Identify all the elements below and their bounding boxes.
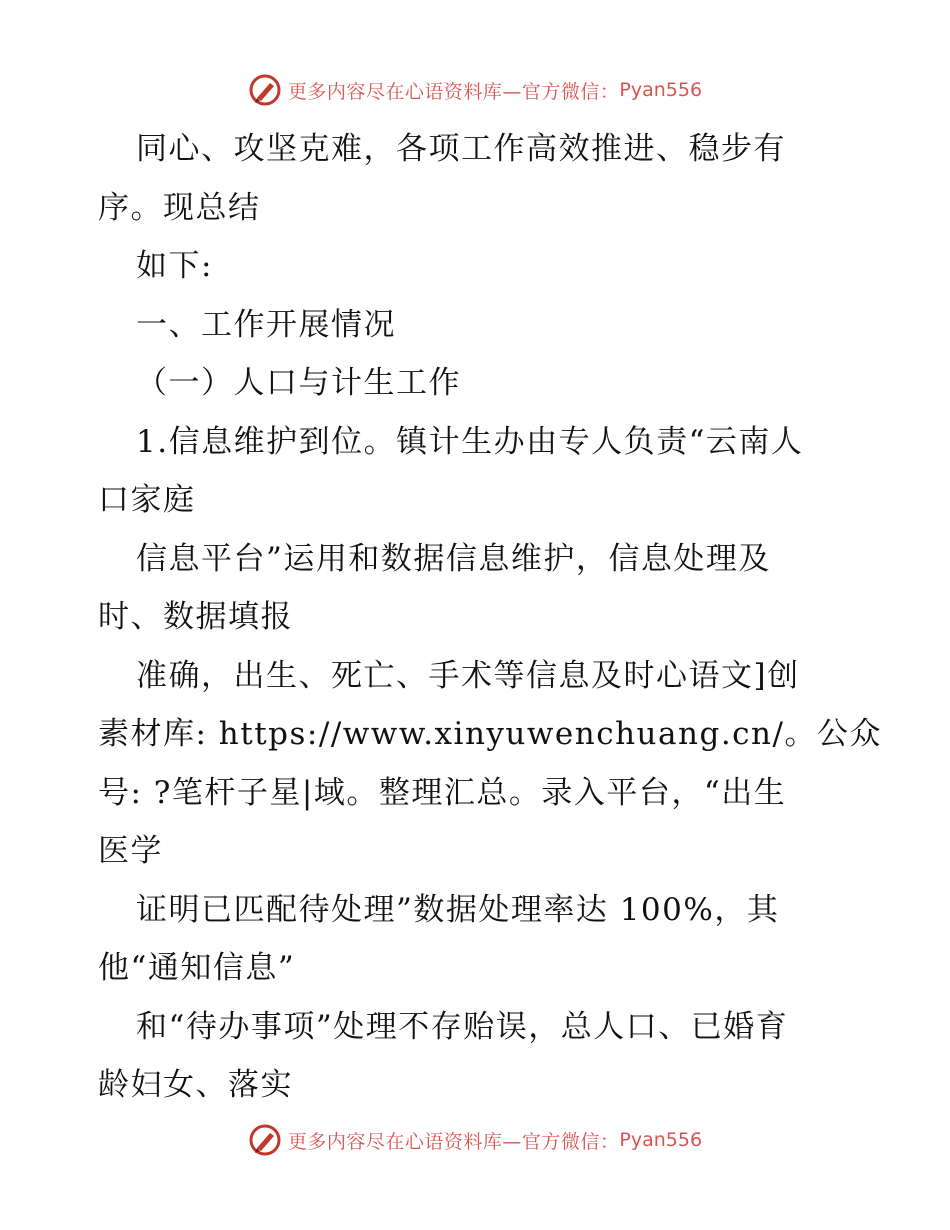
text-line: 医学 [98,833,163,869]
text-line: 他“通知信息” [98,950,296,986]
watermark-text: 更多内容尽在心语资料库—官方微信： [287,80,620,103]
watermark-handle: Pyan556 [619,79,703,101]
text-line: 口家庭 [98,482,196,518]
text-line: 准确，出生、死亡、手术等信息及时心语文]创 [136,657,800,694]
text-line: 1.信息维护到位。镇计生办由专人负责“云南人 [136,423,804,460]
text-line: 时、数据填报 [98,599,293,635]
text-line: 素材库: https://www.xinyuwenchuang.cn/。公众 [98,716,882,752]
text-line: 一、工作开展情况 [136,306,396,343]
footer-watermark [0,1120,950,1160]
pen-logo-icon [248,1123,282,1157]
text-line: 龄妇女、落实 [98,1067,293,1103]
text-line: 同心、攻坚克难，各项工作高效推进、稳步有 [136,131,786,167]
watermark-text: 更多内容尽在心语资料库—官方微信： [287,1130,620,1153]
document-body [98,120,882,1115]
text-line: （一）人口与计生工作 [136,365,461,401]
pen-logo-icon [248,73,282,107]
header-watermark [0,70,950,110]
text-line: 证明已匹配待处理”数据处理率达 100%，其 [136,891,780,928]
text-line: 号: ?笔杆子星|域。整理汇总。录入平台，“出生 [98,774,787,811]
watermark-handle: Pyan556 [619,1129,703,1151]
text-line: 和“待办事项”处理不存贻误，总人口、已婚育 [136,1008,789,1045]
text-line: 序。现总结 [98,189,261,226]
text-line: 信息平台”运用和数据信息维护，信息处理及 [136,540,771,577]
text-line: 如下: [136,248,213,284]
